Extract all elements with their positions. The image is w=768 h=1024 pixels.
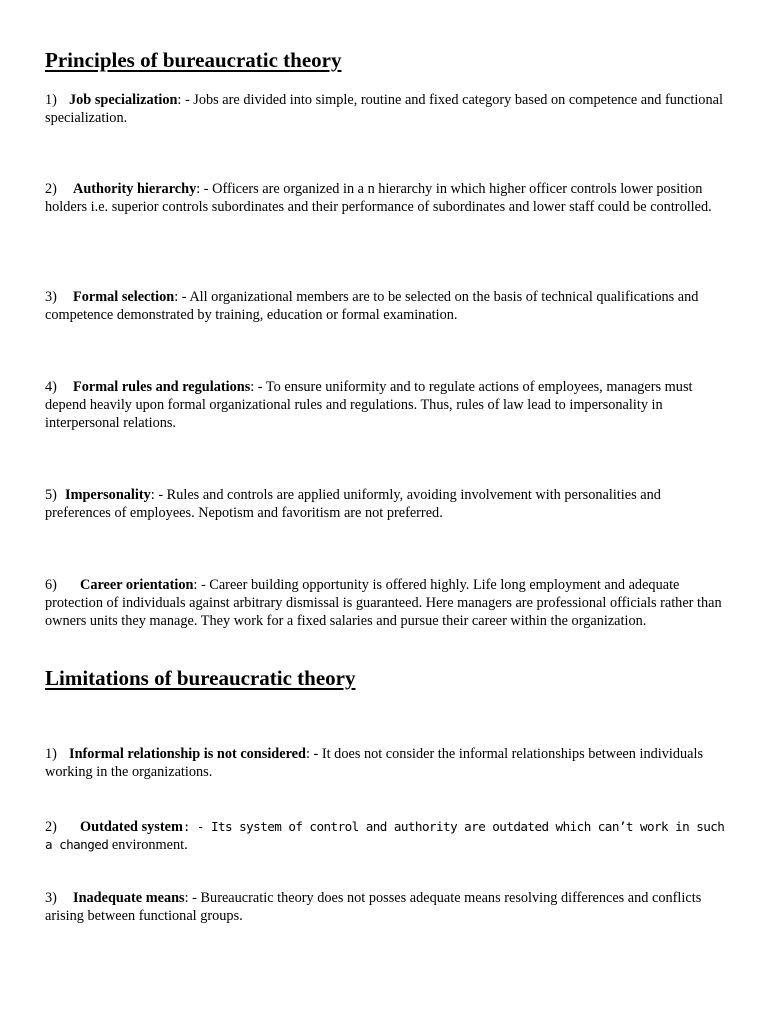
principle-item bbox=[45, 288, 725, 324]
item-description-continued: environment. bbox=[108, 837, 188, 853]
limitation-item bbox=[45, 745, 725, 781]
item-description: : - Officers are organized in a n hierarchy in which higher officer controls lower position holders i.e. superior controls subordinates and their performance of subordinates and lower staff could be controlled. bbox=[45, 181, 712, 215]
item-number: 4) bbox=[45, 379, 57, 395]
item-term: Career orientation bbox=[80, 577, 194, 593]
item-description: : - It does not consider the informal relationships between individuals working in the organizations. bbox=[45, 746, 704, 780]
item-term: Formal rules and regulations bbox=[73, 379, 251, 395]
item-term: Informal relationship is not considered bbox=[69, 746, 306, 762]
principle-item bbox=[45, 576, 725, 630]
item-number: 6) bbox=[45, 577, 57, 593]
item-description: : - Rules and controls are applied uniformly, avoiding involvement with personalities and preferences of employees. Nepotism and favoritism are not preferred. bbox=[45, 487, 661, 521]
item-description: : - Its system of control and authority are outdated which can’t work in such a changed bbox=[45, 819, 725, 852]
item-description: : - Bureaucratic theory does not posses adequate means resolving differences and conflicts arising between functional groups. bbox=[45, 890, 702, 924]
item-number: 2) bbox=[45, 181, 57, 197]
item-number: 1) bbox=[45, 92, 57, 108]
item-term: Authority hierarchy bbox=[73, 181, 197, 197]
limitation-item bbox=[45, 818, 725, 854]
item-number: 2) bbox=[45, 819, 57, 835]
item-description: : - Jobs are divided into simple, routine and fixed category based on competence and functional specialization. bbox=[45, 92, 723, 126]
limitations-heading: Limitations of bureaucratic theory bbox=[45, 666, 356, 690]
principle-item bbox=[45, 378, 725, 432]
principles-heading: Principles of bureaucratic theory bbox=[45, 48, 342, 72]
principle-item bbox=[45, 91, 725, 127]
item-description: : - All organizational members are to be selected on the basis of technical qualifications and competence demonstrated by training, education or formal examination. bbox=[45, 289, 699, 323]
item-description: : - Career building opportunity is offered highly. Life long employment and adequate protection of individuals against arbitrary dismissal is guaranteed. Here managers are professional officials rather than owners units they manage. They work for a fixed salaries and pursue their career within the organization. bbox=[45, 577, 722, 629]
limitation-item bbox=[45, 889, 725, 925]
item-term: Inadequate means bbox=[73, 890, 185, 906]
item-number: 1) bbox=[45, 746, 57, 762]
principle-item bbox=[45, 180, 725, 216]
item-term: Formal selection bbox=[73, 289, 175, 305]
item-term: Job specialization bbox=[69, 92, 178, 108]
item-number: 3) bbox=[45, 289, 57, 305]
item-number: 3) bbox=[45, 890, 57, 906]
item-term: Outdated system bbox=[80, 819, 183, 835]
item-description: : - To ensure uniformity and to regulate actions of employees, managers must depend heavily upon formal organizational rules and regulations. Thus, rules of law lead to impersonality in interpersonal relations. bbox=[45, 379, 693, 431]
item-number: 5) bbox=[45, 487, 57, 503]
principle-item bbox=[45, 486, 725, 522]
item-term: Impersonality bbox=[65, 487, 151, 503]
